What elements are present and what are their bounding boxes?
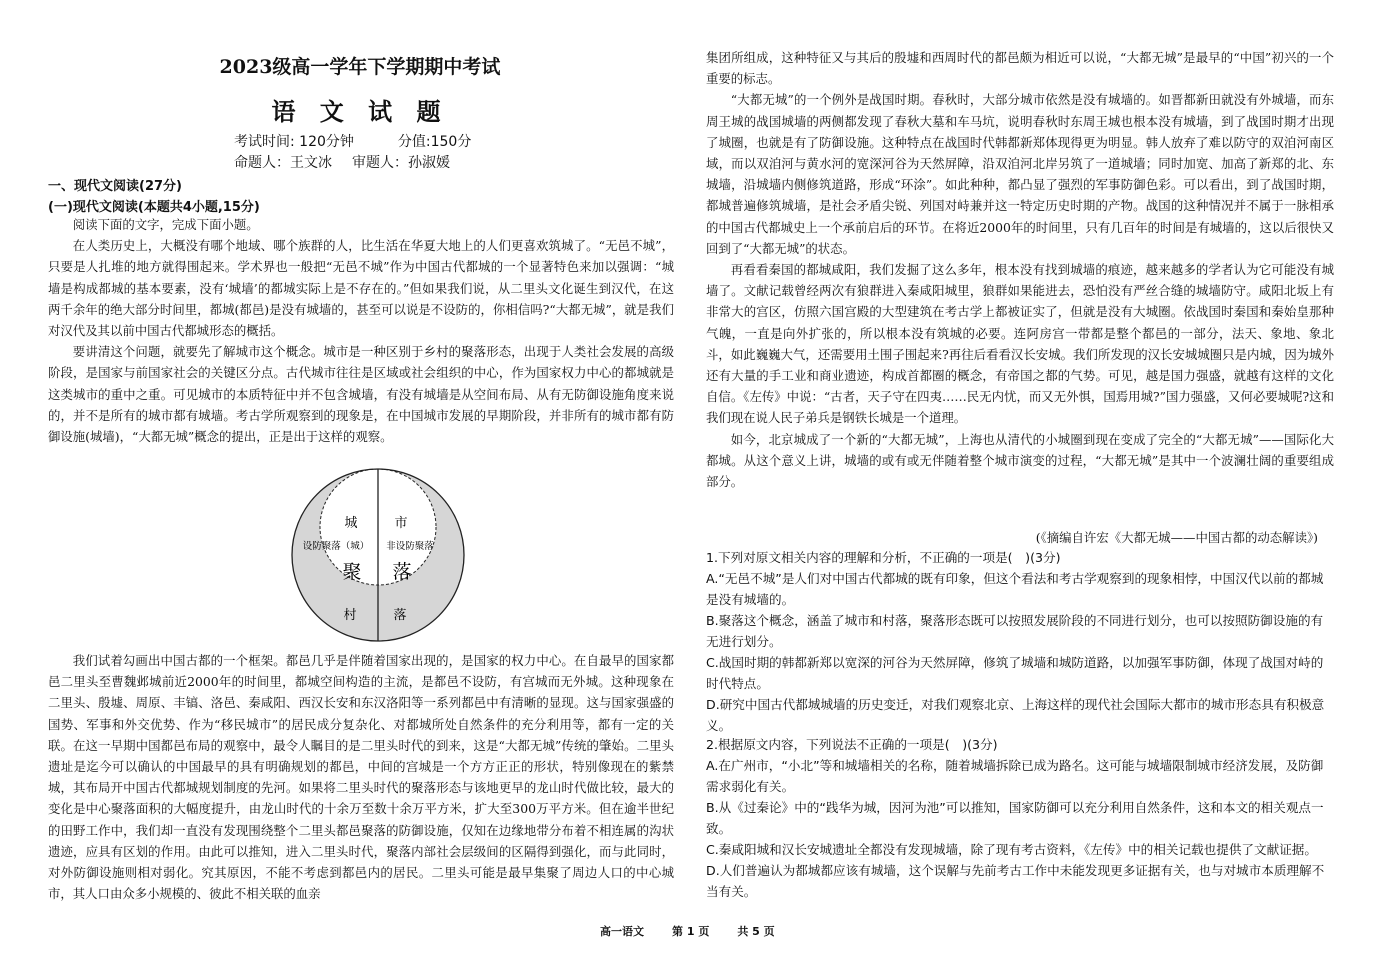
- passage-left-bottom: [48, 650, 674, 904]
- footer-total: 共 5 页: [737, 925, 775, 938]
- passage-paragraph: 集团所组成，这种特征又与其后的殷墟和西周时代的都邑颇为相近可以说，“大都无城”是最早的“中国”初兴的一个重要的标志。: [706, 50, 1334, 87]
- author-info-line: [234, 152, 450, 172]
- option-a: A.“无邑不城”是人们对中国古代都城的既有印象，但这个看法和考古学观察到的现象相悖，中国汉代以前的都城是没有城墙的。: [706, 571, 1324, 607]
- question-1: [706, 547, 1334, 736]
- label-market: 市: [394, 516, 408, 531]
- question-2: [706, 734, 1334, 902]
- author: 命题人：王文冰: [234, 155, 332, 171]
- passage-paragraph: 我们试着勾画出中国古都的一个框架。都邑几乎是伴随着国家出现的，是国家的权力中心。在自最早的国家都邑二里头至曹魏邺城前近2000年的时间里，都城空间构造的主流，是都邑不设防，有宫城而无外城。这种现象在二里头、殷墟、周原、丰镐、洛邑、秦咸阳、西汉长安和东汉洛阳等一系列都邑中有清晰的显现。这与国家强盛的国势、军事和外交优势、作为“移民城市”的居民成分复杂化、对都城所处自然条件的充分利用等，都有一定的关联。在这一早期中国都邑布局的观察中，最令人瞩目的是二里头时代的到来，这是“大都无城”传统的肇始。二里头遗址是迄今可以确认的中国最早的具有明确规划的都邑，中间的宫城是一个方方正正的形状，特别像现在的紫禁城，其布局开中国古代都城规划制度的先河。如果将二里头时代的聚落形态与该地更早的龙山时代做比较，最大的变化是中心聚落面积的大幅度提升，由龙山时代的十余万至数十余万平方米，扩大至300万平方米。但在逾半世纪的田野工作中，我们却一直没有发现围绕整个二里头都邑聚落的防御设施，仅知在边缘地带分布着不相连属的沟状遗迹，应具有区划的作用。由此可以推知，进入二里头时代，聚落内部社会层级间的区隔得到强化，而与此同时，对外防御设施则相对弱化。究其原因，不能不考虑到都邑内的居民。二里头可能是最早集聚了周边人口的中心城市，其人口由众多小规模的、彼此不相关联的血亲: [48, 653, 674, 902]
- reviewer: 审题人：孙淑媛: [352, 155, 450, 171]
- section-heading: 一、现代文阅读(27分): [48, 179, 182, 194]
- passage-paragraph: “大都无城”的一个例外是战国时期。春秋时，大部分城市依然是没有城墙的。如晋都新田就没有外城墙，而东周王城的战国城墙的两侧都发现了春秋大墓和车马坑，说明春秋时东周王城也根本没有城墙，到了战国时期才出现了城圈，也就是有了防御设施。这种特点在战国时代韩都新郑体现得更为明显。韩人放弃了难以防守的双洎河南区域，而以双洎河与黄水河的宽深河谷为天然屏障，沿双洎河北岸另筑了一道城墙；同时加宽、加高了新郑的北、东城墙，沿城墙内侧修筑道路，形成“环涂”。如此种种，都凸显了强烈的军事防御色彩。可以看出，到了战国时期，都城普遍修筑城墙，是社会矛盾尖锐、列国对峙兼并这一特定历史时期的产物。战国的这种情况并不属于一脉相承的中国古代都城史上一个承前启后的环节。在将近2000年的时间里，只有几百年的时间是有城墙的，这以后很快又回到了“大都无城”的状态。: [706, 92, 1334, 256]
- passage-paragraph: 再看看秦国的都城咸阳，我们发掘了这么多年，根本没有找到城墙的痕迹，越来越多的学者认为它可能没有城墙了。文献记载曾经两次有狼群进入秦咸阳城里，狼群如果能进去，恐怕没有严丝合缝的城墙防守。咸阳北坂上有非常大的宫区，仿照六国宫殿的大型建筑在考古学上都被证实了，但就是没有大城圈。依战国时秦国和秦始皇那种气魄，一直是向外扩张的，所以根本没有筑城的必要。连阿房宫一带都是整个都邑的一部分，法天、象地、象北斗，如此巍巍大气，还需要用土围子围起来?再往后看看汉长安城。我们所发现的汉长安城城圈只是内城，因为城外还有大量的手工业和商业遗迹，构成首都圈的概念，有帝国之都的气势。可见，越是国力强盛，就越有这样的文化自信。《左传》中说：“古者，天子守在四夷……民无内忧，而又无外惧，国焉用城?”国力强盛，又何必要城呢?这和我们现在说人民子弟兵是钢铁长城是一个道理。: [706, 262, 1334, 426]
- option-c: C.战国时期的韩都新郑以宽深的河谷为天然屏障，修筑了城墙和城防道路，以加强军事防御，体现了战国对峙的时代特点。: [706, 655, 1324, 691]
- instruction: 阅读下面的文字，完成下面小题。: [72, 217, 259, 232]
- passage-paragraph: 如今，北京城成了一个新的“大都无城”，上海也从清代的小城圈到现在变成了完全的“大都无城”——国际化大都城。从这个意义上讲，城墙的或有或无伴随着整个城市演变的过程，“大都无城”是其中一个波澜壮阔的重要组成部分。: [706, 431, 1334, 490]
- label-luo: 落: [392, 561, 412, 583]
- label-village: 村: [343, 608, 357, 623]
- subject-title: 语 文 试 题: [271, 97, 449, 126]
- footer-subject: 高一语文: [600, 925, 644, 938]
- exam-info-line: [234, 131, 471, 151]
- settlement-diagram: [288, 465, 468, 645]
- label-ju: 聚: [342, 561, 362, 583]
- passage-source: (《摘编自许宏《大都无城——中国古都的动态解读》): [1035, 530, 1318, 545]
- question-stem: 1.下列对原文相关内容的理解和分析，不正确的一项是( )(3分): [706, 550, 1061, 565]
- footer-page: 第 1 页: [672, 925, 710, 938]
- label-settlement: 落: [393, 608, 407, 623]
- option-a: A.在广州市，“小北”等和城墙相关的名称，随着城墙拆除已成为路名。这可能与城墙限制城市经济发展，及防御需求弱化有关。: [706, 758, 1324, 794]
- label-unfortified: 非设防聚落: [386, 541, 434, 552]
- section-subheading: (一)现代文阅读(本题共4小题,15分): [48, 200, 260, 215]
- label-fortified: 设防聚落（城）: [302, 541, 370, 552]
- page-footer: [600, 923, 803, 939]
- option-b: B.从《过秦论》中的“践华为城，因河为池”可以推知，国家防御可以充分利用自然条件，这和本文的相关观点一致。: [706, 800, 1324, 836]
- passage-paragraph: 在人类历史上，大概没有哪个地域、哪个族群的人，比生活在华夏大地上的人们更喜欢筑城了。“无邑不城”，只要是人扎堆的地方就得围起来。学术界也一般把“无邑不城”作为中国古代都城的一个显著特色来加以强调：“城墙是构成都城的基本要素，没有‘城墙’的都城实际上是不存在的。”但如果我们说，从二里头文化诞生到汉代，在这两千余年的绝大部分时间里，都城(都邑)是没有城墙的，甚至可以说是不设防的，你相信吗?“大都无城”，就是我们对汉代及其以前中国古代都城形态的概括。: [48, 238, 674, 339]
- label-city: 城: [344, 516, 358, 531]
- passage-right: [706, 47, 1334, 492]
- option-c: C.秦咸阳城和汉长安城遗址全都没有发现城墙，除了现有考古资料，《左传》中的相关记载也提供了文献证据。: [706, 842, 1317, 857]
- passage-paragraph: 要讲清这个问题，就要先了解城市这个概念。城市是一种区别于乡村的聚落形态，出现于人类社会发展的高级阶段，是国家与前国家社会的关键区分点。古代城市往往是区域或社会组织的中心，作为国家权力中心的都城就是这类城市的重中之重。可见城市的本质特征中并不包含城墙，有没有城墙是从空间布局、从有无防御设施角度来说的，并不是所有的城市都有城墙。考古学所观察到的现象是，在中国城市发展的早期阶段，并非所有的城市都有防御设施(城墙)，“大都无城”概念的提出，正是出于这样的观察。: [48, 344, 674, 445]
- option-b: B.聚落这个概念，涵盖了城市和村落，聚落形态既可以按照发展阶段的不同进行划分，也可以按照防御设施的有无进行划分。: [706, 613, 1324, 649]
- question-stem: 2.根据原文内容，下列说法不正确的一项是( )(3分): [706, 737, 998, 752]
- exam-title: 2023级高一学年下学期期中考试: [219, 56, 501, 78]
- exam-time: 考试时间: 120分钟: [234, 134, 354, 150]
- option-d: D.研究中国古代都城城墙的历史变迁，对我们观察北京、上海这样的现代社会国际大都市的城市形态具有积极意义。: [706, 697, 1325, 733]
- exam-score: 分值:150分: [397, 134, 472, 150]
- option-d: D.人们普遍认为都城都应该有城墙，这个误解与先前考古工作中未能发现更多证据有关，也与对城市本质理解不当有关。: [706, 863, 1325, 899]
- passage-left-top: [48, 214, 674, 447]
